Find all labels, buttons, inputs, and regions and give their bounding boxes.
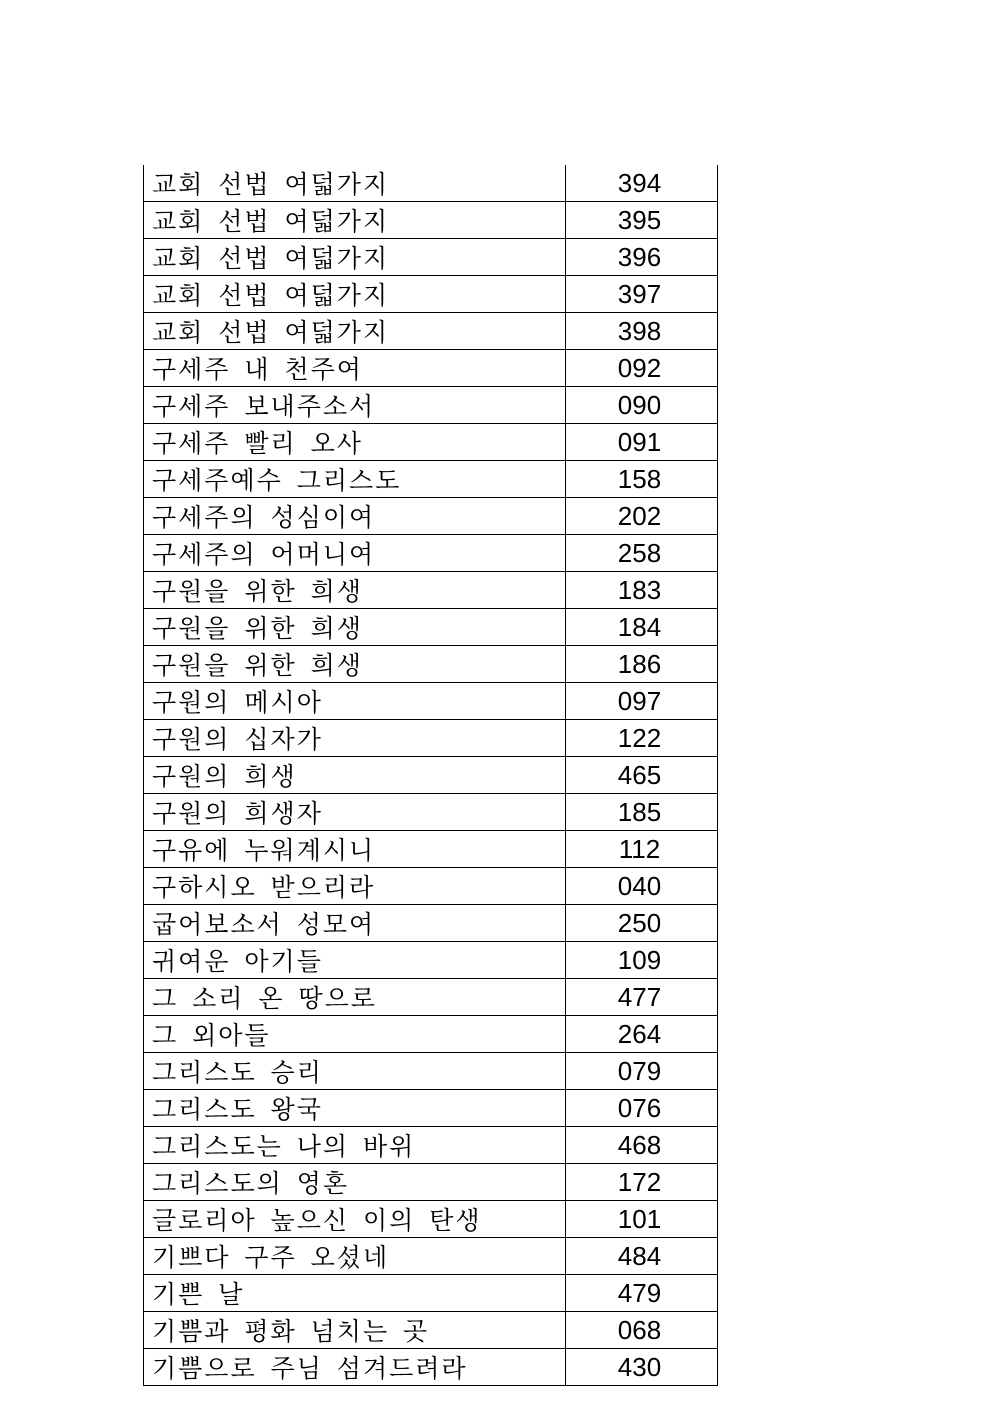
hymn-number-cell: 079 (566, 1053, 718, 1090)
hymn-title-cell: 구원의 희생 (144, 757, 566, 794)
hymn-number-cell: 091 (566, 424, 718, 461)
hymn-title-cell: 기쁜 날 (144, 1275, 566, 1312)
hymn-title-cell: 그리스도 왕국 (144, 1090, 566, 1127)
table-row (144, 1201, 718, 1238)
hymn-number-cell: 468 (566, 1127, 718, 1164)
table-row (144, 535, 718, 572)
hymn-title-cell: 구세주예수 그리스도 (144, 461, 566, 498)
hymn-number-cell: 090 (566, 387, 718, 424)
table-row (144, 868, 718, 905)
hymn-title-cell: 구원의 희생자 (144, 794, 566, 831)
table-row (144, 572, 718, 609)
table-row (144, 831, 718, 868)
hymn-title-cell: 기쁘다 구주 오셨네 (144, 1238, 566, 1275)
table-row (144, 202, 718, 239)
hymn-title-cell: 교회 선법 여덟가지 (144, 202, 566, 239)
hymn-title-cell: 기쁨과 평화 넘치는 곳 (144, 1312, 566, 1349)
hymn-number-cell: 264 (566, 1016, 718, 1053)
hymn-number-cell: 097 (566, 683, 718, 720)
table-row (144, 350, 718, 387)
hymn-number-cell: 109 (566, 942, 718, 979)
table-row (144, 498, 718, 535)
hymn-title-cell: 교회 선법 여덟가지 (144, 165, 566, 202)
hymn-number-cell: 092 (566, 350, 718, 387)
hymn-title-cell: 구세주의 성심이여 (144, 498, 566, 535)
hymn-title-cell: 구원을 위한 희생 (144, 609, 566, 646)
hymn-number-cell: 250 (566, 905, 718, 942)
hymn-number-cell: 068 (566, 1312, 718, 1349)
table-row (144, 1164, 718, 1201)
hymn-title-cell: 기쁨으로 주님 섬겨드려라 (144, 1349, 566, 1386)
table-row (144, 239, 718, 276)
hymn-number-cell: 122 (566, 720, 718, 757)
table-row (144, 609, 718, 646)
hymn-number-cell: 202 (566, 498, 718, 535)
hymn-number-cell: 394 (566, 165, 718, 202)
table-row (144, 1238, 718, 1275)
table-row (144, 794, 718, 831)
table-row (144, 1053, 718, 1090)
table-row (144, 1016, 718, 1053)
table-row (144, 276, 718, 313)
hymn-title-cell: 구세주 보내주소서 (144, 387, 566, 424)
table-row (144, 1127, 718, 1164)
hymn-number-cell: 184 (566, 609, 718, 646)
hymn-title-cell: 구원을 위한 희생 (144, 646, 566, 683)
table-row (144, 1090, 718, 1127)
hymn-number-cell: 396 (566, 239, 718, 276)
hymn-title-cell: 교회 선법 여덟가지 (144, 239, 566, 276)
hymn-number-cell: 484 (566, 1238, 718, 1275)
table-row (144, 424, 718, 461)
hymn-number-cell: 185 (566, 794, 718, 831)
hymn-title-cell: 그리스도 승리 (144, 1053, 566, 1090)
table-row (144, 313, 718, 350)
hymn-title-cell: 그 외아들 (144, 1016, 566, 1053)
hymn-title-cell: 그리스도는 나의 바위 (144, 1127, 566, 1164)
hymn-number-cell: 112 (566, 831, 718, 868)
table-row (144, 720, 718, 757)
hymn-title-cell: 교회 선법 여덟가지 (144, 276, 566, 313)
table-row (144, 165, 718, 202)
hymn-title-cell: 구원의 십자가 (144, 720, 566, 757)
hymn-number-cell: 101 (566, 1201, 718, 1238)
hymn-title-cell: 굽어보소서 성모여 (144, 905, 566, 942)
hymn-number-cell: 186 (566, 646, 718, 683)
hymn-title-cell: 글로리아 높으신 이의 탄생 (144, 1201, 566, 1238)
hymn-title-cell: 구하시오 받으리라 (144, 868, 566, 905)
hymn-title-cell: 구세주 빨리 오사 (144, 424, 566, 461)
hymn-number-cell: 430 (566, 1349, 718, 1386)
hymn-title-cell: 교회 선법 여덟가지 (144, 313, 566, 350)
table-row (144, 646, 718, 683)
table-row (144, 905, 718, 942)
hymn-number-cell: 076 (566, 1090, 718, 1127)
hymn-index-table (143, 165, 718, 1386)
table-row (144, 461, 718, 498)
hymn-number-cell: 040 (566, 868, 718, 905)
table-row (144, 683, 718, 720)
hymn-number-cell: 395 (566, 202, 718, 239)
hymn-number-cell: 172 (566, 1164, 718, 1201)
hymn-title-cell: 구세주의 어머니여 (144, 535, 566, 572)
table-row (144, 979, 718, 1016)
hymn-number-cell: 479 (566, 1275, 718, 1312)
table-body (144, 165, 718, 1386)
hymn-number-cell: 465 (566, 757, 718, 794)
hymn-number-cell: 397 (566, 276, 718, 313)
hymn-number-cell: 258 (566, 535, 718, 572)
hymn-number-cell: 183 (566, 572, 718, 609)
hymn-title-cell: 구원을 위한 희생 (144, 572, 566, 609)
hymn-number-cell: 398 (566, 313, 718, 350)
hymn-title-cell: 귀여운 아기들 (144, 942, 566, 979)
table-row (144, 942, 718, 979)
hymn-title-cell: 구세주 내 천주여 (144, 350, 566, 387)
hymn-number-cell: 158 (566, 461, 718, 498)
hymn-title-cell: 그리스도의 영혼 (144, 1164, 566, 1201)
table-row (144, 1275, 718, 1312)
table-row (144, 387, 718, 424)
table-row (144, 1312, 718, 1349)
table-row (144, 1349, 718, 1386)
hymn-number-cell: 477 (566, 979, 718, 1016)
hymn-title-cell: 구원의 메시아 (144, 683, 566, 720)
hymn-title-cell: 구유에 누워계시니 (144, 831, 566, 868)
hymn-title-cell: 그 소리 온 땅으로 (144, 979, 566, 1016)
table-row (144, 757, 718, 794)
